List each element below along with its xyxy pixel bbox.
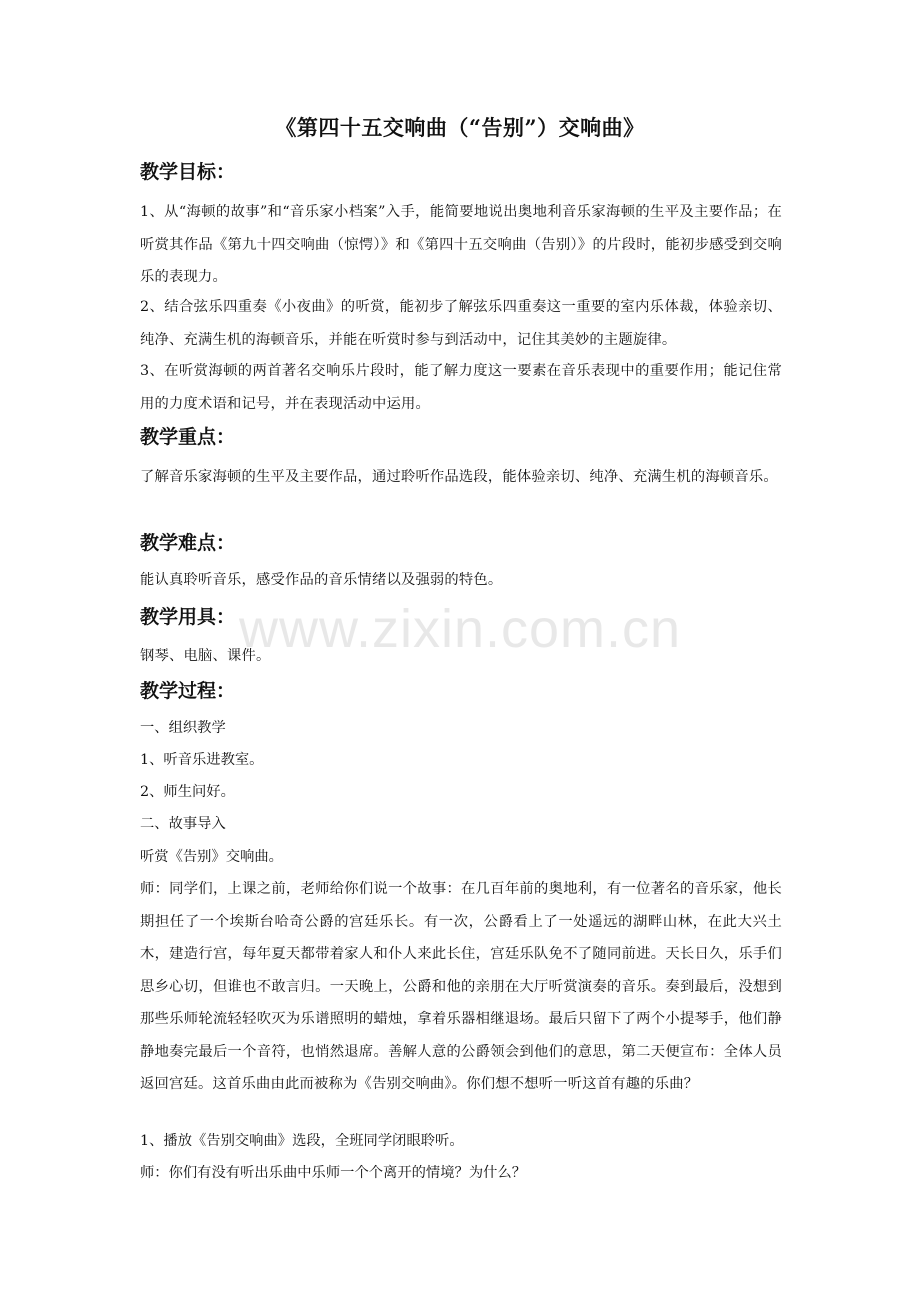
process-question: 师：你们有没有听出乐曲中乐师一个个离开的情境？为什么？ (140, 1165, 527, 1181)
tools-text: 钢琴、电脑、课件。 (140, 648, 271, 664)
difficulties-text: 能认真聆听音乐，感受作品的音乐情绪以及强弱的特色。 (140, 572, 503, 588)
process-step-2: 2、师生问好。 (140, 784, 235, 800)
story-paragraph: 师：同学们，上课之前，老师给你们说一个故事：在几百年前的奥地利，有一位著名的音乐家，他长期担任了一个埃斯台哈奇公爵的宫廷乐长。有一次，公爵看上了一处遥远的湖畔山林，在此大兴土木，建造行宫，每年夏天都带着家人和仆人来此长住，宫廷乐队免不了随同前进。天长日久，乐手们思乡心切，但谁也不敢言归。一天晚上，公爵和他的亲朋在大厅听赏演奏的音乐。奏到最后，没想到那些乐师轮流轻轻吹灭为乐谱照明的蜡烛，拿着乐器相继退场。最后只留下了两个小提琴手，他们静静地奏完最后一个音符，也悄然退席。善解人意的公爵领会到他们的意思，第二天便宣布：全体人员返回宫廷。这首乐曲由此而被称为《告别交响曲》。你们想不想听一听这首有趣的乐曲？ (140, 881, 782, 1092)
heading-difficulties: 教学难点： (140, 532, 236, 554)
key-points-text: 了解音乐家海顿的生平及主要作品，通过聆听作品选段，能体验亲切、纯净、充满生机的海顿音乐。 (140, 469, 778, 485)
process-step-1: 1、听音乐进教室。 (140, 752, 264, 768)
objective-1: 1、从“海顿的故事”和“音乐家小档案”入手，能简要地说出奥地利音乐家海顿的生平及主要作品；在听赏其作品《第九十四交响曲（惊愕）》和《第四十五交响曲（告别）》的片段时，能初步感受到交响乐的表现力。 (140, 204, 782, 285)
watermark: www.zixin.com.cn (238, 599, 682, 659)
heading-objectives: 教学目标： (140, 161, 236, 183)
heading-process: 教学过程： (140, 680, 236, 702)
heading-key-points: 教学重点： (140, 426, 236, 448)
objective-2: 2、结合弦乐四重奏《小夜曲》的听赏，能初步了解弦乐四重奏这一重要的室内乐体裁，体验亲切、纯净、充满生机的海顿音乐，并能在听赏时参与到活动中，记住其美妙的主题旋律。 (140, 299, 782, 348)
process-listen: 听赏《告别》交响曲。 (140, 849, 283, 865)
process-section-2: 二、故事导入 (140, 816, 226, 832)
process-section-1: 一、组织教学 (140, 720, 226, 736)
process-play: 1、播放《告别交响曲》选段，全班同学闭眼聆听。 (140, 1133, 464, 1149)
heading-tools: 教学用具： (140, 606, 236, 628)
document-title: 《第四十五交响曲（“告别”）交响曲》 (275, 115, 645, 140)
objective-3: 3、在听赏海顿的两首著名交响乐片段时，能了解力度这一要素在音乐表现中的重要作用；能记住常用的力度术语和记号，并在表现活动中运用。 (140, 363, 782, 412)
